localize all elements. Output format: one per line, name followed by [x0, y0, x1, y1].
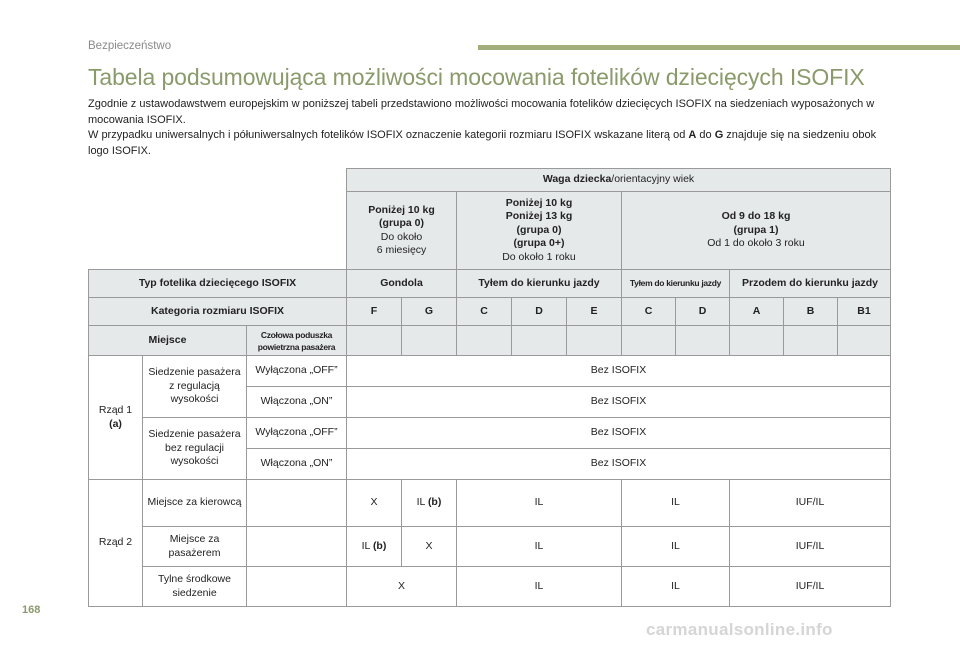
size-cell: B1 — [838, 298, 891, 326]
airbag-off: Wyłączona „OFF” — [247, 418, 347, 449]
group-0: Poniżej 10 kg (grupa 0) Do około 6 miesięcy — [347, 192, 457, 270]
cell-il-b: IL (b) — [402, 480, 457, 527]
intro-text — [88, 97, 888, 159]
intro-paragraph-1: Zgodnie z ustawodawstwem europejskim w poniższej tabeli przedstawiono możliwości mocowania fotelików dziecięcych ISOFIX na siedzeniach wyposażonych w mocowania ISOFIX. — [88, 98, 875, 126]
type-rear-facing-2: Tyłem do kierunku jazdy — [622, 270, 730, 298]
page-number: 168 — [22, 604, 41, 616]
airbag-label: Czołowa poduszka powietrzna pasażera — [247, 326, 347, 356]
row-2-label: Rząd 2 — [89, 480, 143, 607]
no-isofix-cell: Bez ISOFIX — [347, 387, 891, 418]
size-cell: D — [676, 298, 730, 326]
cell-x: X — [402, 527, 457, 567]
isofix-table — [88, 168, 891, 607]
row-1-label: Rząd 1 (a) — [89, 356, 143, 480]
seat-behind-passenger: Miejsce za pasażerem — [143, 527, 247, 567]
type-forward-facing: Przodem do kierunku jazdy — [730, 270, 891, 298]
cell-il: IL — [457, 480, 622, 527]
cell-iuf-il: IUF/IL — [730, 527, 891, 567]
cell-x: X — [347, 480, 402, 527]
group-0-plus: Poniżej 10 kg Poniżej 13 kg (grupa 0) (grupa 0+) Do około 1 roku — [457, 192, 622, 270]
size-cell: B — [784, 298, 838, 326]
weight-header: Waga dziecka/orientacyjny wiek — [347, 169, 891, 192]
header-bar — [478, 45, 960, 50]
cell-iuf-il: IUF/IL — [730, 480, 891, 527]
group-1: Od 9 do 18 kg (grupa 1) Od 1 do około 3 roku — [622, 192, 891, 270]
cell-il: IL — [457, 567, 622, 607]
type-gondola: Gondola — [347, 270, 457, 298]
cell-il: IL — [622, 480, 730, 527]
intro-paragraph-2: W przypadku uniwersalnych i półuniwersalnych fotelików ISOFIX oznaczenie kategorii rozmiaru ISOFIX wskazane literą od A do G znajduje się na siedzeniu obok logo ISOFIX. — [88, 129, 877, 157]
section-header: Bezpieczeństwo — [88, 40, 172, 52]
footer-watermark: carmanualsonline.info — [646, 620, 833, 639]
cell-il: IL — [457, 527, 622, 567]
seat-adjustable: Siedzenie pasażera z regulacją wysokości — [143, 356, 247, 418]
cell-iuf-il: IUF/IL — [730, 567, 891, 607]
size-cell: A — [730, 298, 784, 326]
cell-il: IL — [622, 527, 730, 567]
seat-behind-driver: Miejsce za kierowcą — [143, 480, 247, 527]
rear-center-seat: Tylne środkowe siedzenie — [143, 567, 247, 607]
size-cell: F — [347, 298, 402, 326]
no-isofix-cell: Bez ISOFIX — [347, 449, 891, 480]
airbag-on: Włączona „ON” — [247, 449, 347, 480]
size-cell: D — [512, 298, 567, 326]
size-cell: E — [567, 298, 622, 326]
type-label: Typ fotelika dziecięcego ISOFIX — [89, 270, 347, 298]
size-cell: C — [622, 298, 676, 326]
cell-il-b: IL (b) — [347, 527, 402, 567]
type-rear-facing: Tyłem do kierunku jazdy — [457, 270, 622, 298]
size-cell: G — [402, 298, 457, 326]
no-isofix-cell: Bez ISOFIX — [347, 356, 891, 387]
airbag-on: Włączona „ON” — [247, 387, 347, 418]
size-cell: C — [457, 298, 512, 326]
seat-non-adjustable: Siedzenie pasażera bez regulacji wysokości — [143, 418, 247, 480]
page-title: Tabela podsumowująca możliwości mocowania fotelików dziecięcych ISOFIX — [88, 64, 865, 90]
airbag-off: Wyłączona „OFF” — [247, 356, 347, 387]
place-label: Miejsce — [89, 326, 247, 356]
no-isofix-cell: Bez ISOFIX — [347, 418, 891, 449]
cell-x: X — [347, 567, 457, 607]
size-label: Kategoria rozmiaru ISOFIX — [89, 298, 347, 326]
cell-il: IL — [622, 567, 730, 607]
